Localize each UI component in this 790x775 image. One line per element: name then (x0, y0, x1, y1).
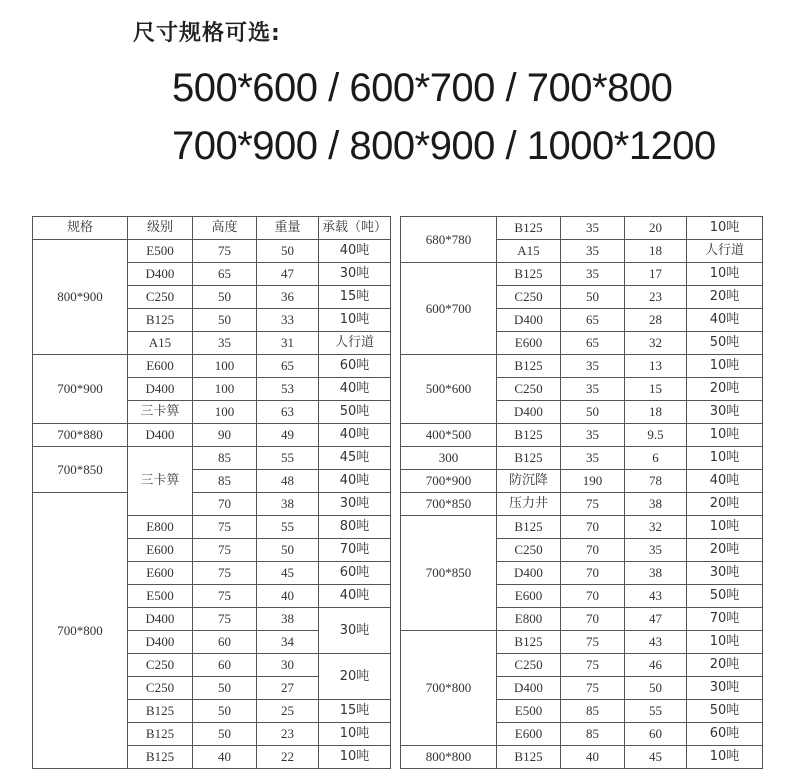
load-cell: 60吨 (687, 723, 763, 746)
grade-cell: E500 (128, 585, 193, 608)
height-cell: 100 (193, 401, 257, 424)
grade-cell: E500 (497, 700, 561, 723)
load-cell: 50吨 (687, 700, 763, 723)
grade-cell: B125 (128, 746, 193, 769)
load-cell: 人行道 (687, 240, 763, 263)
grade-cell: E600 (128, 539, 193, 562)
load-cell: 40吨 (319, 378, 391, 401)
grade-cell: B125 (497, 263, 561, 286)
table-row (401, 217, 763, 240)
spec-cell: 600*700 (401, 263, 497, 355)
load-cell: 10吨 (687, 217, 763, 240)
height-cell: 50 (193, 723, 257, 746)
weight-cell: 50 (625, 677, 687, 700)
weight-cell: 38 (625, 493, 687, 516)
height-cell: 35 (193, 332, 257, 355)
weight-cell: 60 (625, 723, 687, 746)
weight-cell: 63 (257, 401, 319, 424)
load-cell: 40吨 (319, 424, 391, 447)
weight-cell: 65 (257, 355, 319, 378)
header-load: 承载（吨） (319, 217, 391, 240)
table-row (33, 355, 391, 378)
weight-cell: 43 (625, 631, 687, 654)
weight-cell: 20 (625, 217, 687, 240)
grade-cell: 压力井 (497, 493, 561, 516)
weight-cell: 78 (625, 470, 687, 493)
grade-cell: E500 (128, 240, 193, 263)
weight-cell: 28 (625, 309, 687, 332)
load-cell: 60吨 (319, 562, 391, 585)
weight-cell: 47 (625, 608, 687, 631)
height-cell: 70 (561, 585, 625, 608)
grade-cell: B125 (497, 447, 561, 470)
weight-cell: 18 (625, 240, 687, 263)
load-cell: 40吨 (319, 240, 391, 263)
weight-cell: 32 (625, 332, 687, 355)
load-cell: 20吨 (687, 654, 763, 677)
load-cell: 10吨 (687, 355, 763, 378)
table-row (33, 424, 391, 447)
grade-cell: D400 (497, 309, 561, 332)
load-cell: 30吨 (319, 263, 391, 286)
height-cell: 35 (561, 240, 625, 263)
load-cell: 15吨 (319, 700, 391, 723)
grade-cell: E600 (497, 332, 561, 355)
height-cell: 75 (561, 631, 625, 654)
height-cell: 75 (193, 240, 257, 263)
spec-cell: 700*850 (401, 493, 497, 516)
weight-cell: 27 (257, 677, 319, 700)
weight-cell: 9.5 (625, 424, 687, 447)
weight-cell: 6 (625, 447, 687, 470)
height-cell: 65 (193, 263, 257, 286)
load-cell: 20吨 (687, 493, 763, 516)
load-cell: 10吨 (319, 309, 391, 332)
load-cell: 30吨 (687, 401, 763, 424)
grade-cell: E800 (128, 516, 193, 539)
height-cell: 85 (561, 723, 625, 746)
weight-cell: 34 (257, 631, 319, 654)
load-cell: 10吨 (319, 723, 391, 746)
spec-cell: 400*500 (401, 424, 497, 447)
height-cell: 85 (193, 470, 257, 493)
height-cell: 85 (193, 447, 257, 470)
height-cell: 60 (193, 654, 257, 677)
grade-cell: B125 (128, 700, 193, 723)
spec-cell: 700*850 (401, 516, 497, 631)
load-cell: 50吨 (687, 585, 763, 608)
grade-cell: D400 (128, 424, 193, 447)
table-row (401, 631, 763, 654)
spec-cell: 700*800 (401, 631, 497, 746)
height-cell: 35 (561, 447, 625, 470)
height-cell: 35 (561, 378, 625, 401)
load-cell: 10吨 (687, 746, 763, 769)
height-cell: 70 (561, 562, 625, 585)
weight-cell: 32 (625, 516, 687, 539)
table-row (401, 493, 763, 516)
spec-cell: 700*900 (401, 470, 497, 493)
height-cell: 190 (561, 470, 625, 493)
load-cell: 10吨 (687, 516, 763, 539)
grade-cell: A15 (497, 240, 561, 263)
weight-cell: 23 (625, 286, 687, 309)
grade-cell: 三卡箅 (128, 447, 193, 516)
load-cell: 20吨 (687, 286, 763, 309)
load-cell: 40吨 (319, 585, 391, 608)
weight-cell: 18 (625, 401, 687, 424)
grade-cell: D400 (128, 378, 193, 401)
spec-cell: 700*850 (33, 447, 128, 493)
grade-cell: 防沉降 (497, 470, 561, 493)
grade-cell: 三卡箅 (128, 401, 193, 424)
height-cell: 75 (193, 539, 257, 562)
table-row (401, 263, 763, 286)
header-grade: 级别 (128, 217, 193, 240)
weight-cell: 33 (257, 309, 319, 332)
grade-cell: D400 (128, 631, 193, 654)
weight-cell: 49 (257, 424, 319, 447)
spec-cell: 300 (401, 447, 497, 470)
spec-cell: 700*800 (33, 493, 128, 769)
grade-cell: C250 (497, 539, 561, 562)
grade-cell: C250 (497, 286, 561, 309)
load-cell: 10吨 (687, 631, 763, 654)
height-cell: 50 (561, 401, 625, 424)
weight-cell: 45 (257, 562, 319, 585)
load-cell: 50吨 (687, 332, 763, 355)
weight-cell: 23 (257, 723, 319, 746)
size-options-line-1: 500*600 / 600*700 / 700*800 (172, 66, 673, 110)
spec-cell: 700*900 (33, 355, 128, 424)
weight-cell: 55 (257, 447, 319, 470)
grade-cell: D400 (128, 608, 193, 631)
weight-cell: 25 (257, 700, 319, 723)
weight-cell: 38 (257, 493, 319, 516)
header-weight: 重量 (257, 217, 319, 240)
height-cell: 35 (561, 355, 625, 378)
load-cell: 20吨 (319, 654, 391, 700)
spec-table-left (32, 216, 391, 769)
height-cell: 50 (561, 286, 625, 309)
table-row (401, 355, 763, 378)
height-cell: 65 (561, 332, 625, 355)
header-height: 高度 (193, 217, 257, 240)
weight-cell: 15 (625, 378, 687, 401)
grade-cell: C250 (497, 654, 561, 677)
weight-cell: 50 (257, 240, 319, 263)
load-cell: 60吨 (319, 355, 391, 378)
grade-cell: B125 (497, 516, 561, 539)
load-cell: 30吨 (319, 608, 391, 654)
spec-cell: 680*780 (401, 217, 497, 263)
height-cell: 70 (561, 608, 625, 631)
weight-cell: 48 (257, 470, 319, 493)
load-cell: 45吨 (319, 447, 391, 470)
grade-cell: B125 (497, 424, 561, 447)
load-cell: 20吨 (687, 378, 763, 401)
weight-cell: 43 (625, 585, 687, 608)
load-cell: 10吨 (687, 424, 763, 447)
grade-cell: B125 (497, 631, 561, 654)
weight-cell: 50 (257, 539, 319, 562)
height-cell: 65 (561, 309, 625, 332)
weight-cell: 30 (257, 654, 319, 677)
height-cell: 70 (561, 539, 625, 562)
height-cell: 85 (561, 700, 625, 723)
height-cell: 50 (193, 286, 257, 309)
weight-cell: 31 (257, 332, 319, 355)
height-cell: 40 (193, 746, 257, 769)
height-cell: 100 (193, 355, 257, 378)
table-row (401, 516, 763, 539)
grade-cell: B125 (128, 309, 193, 332)
grade-cell: C250 (128, 654, 193, 677)
spec-cell: 800*800 (401, 746, 497, 769)
load-cell: 30吨 (687, 677, 763, 700)
load-cell: 10吨 (687, 263, 763, 286)
height-cell: 50 (193, 677, 257, 700)
grade-cell: D400 (497, 401, 561, 424)
height-cell: 75 (193, 608, 257, 631)
grade-cell: B125 (497, 217, 561, 240)
height-cell: 75 (561, 677, 625, 700)
weight-cell: 46 (625, 654, 687, 677)
height-cell: 60 (193, 631, 257, 654)
load-cell: 40吨 (687, 470, 763, 493)
height-cell: 35 (561, 424, 625, 447)
load-cell: 40吨 (687, 309, 763, 332)
load-cell: 20吨 (687, 539, 763, 562)
grade-cell: E600 (497, 585, 561, 608)
height-cell: 100 (193, 378, 257, 401)
weight-cell: 40 (257, 585, 319, 608)
height-cell: 75 (193, 562, 257, 585)
table-row (33, 493, 391, 516)
table-row (401, 470, 763, 493)
load-cell: 30吨 (319, 493, 391, 516)
weight-cell: 55 (625, 700, 687, 723)
load-cell: 15吨 (319, 286, 391, 309)
table-row (401, 746, 763, 769)
height-cell: 90 (193, 424, 257, 447)
weight-cell: 53 (257, 378, 319, 401)
grade-cell: D400 (497, 677, 561, 700)
load-cell: 80吨 (319, 516, 391, 539)
weight-cell: 22 (257, 746, 319, 769)
grade-cell: E600 (497, 723, 561, 746)
load-cell: 10吨 (319, 746, 391, 769)
grade-cell: E600 (128, 355, 193, 378)
grade-cell: C250 (128, 286, 193, 309)
height-cell: 75 (561, 493, 625, 516)
table-row (401, 424, 763, 447)
load-cell: 人行道 (319, 332, 391, 355)
height-cell: 75 (193, 516, 257, 539)
table-row (401, 447, 763, 470)
grade-cell: D400 (128, 263, 193, 286)
height-cell: 70 (561, 516, 625, 539)
load-cell: 40吨 (319, 470, 391, 493)
load-cell: 10吨 (687, 447, 763, 470)
weight-cell: 35 (625, 539, 687, 562)
height-cell: 75 (561, 654, 625, 677)
table-row (33, 240, 391, 263)
grade-cell: A15 (128, 332, 193, 355)
load-cell: 70吨 (687, 608, 763, 631)
table-row (33, 447, 391, 470)
grade-cell: B125 (497, 355, 561, 378)
weight-cell: 38 (625, 562, 687, 585)
spec-cell: 800*900 (33, 240, 128, 355)
grade-cell: B125 (128, 723, 193, 746)
grade-cell: E800 (497, 608, 561, 631)
weight-cell: 47 (257, 263, 319, 286)
grade-cell: D400 (497, 562, 561, 585)
weight-cell: 45 (625, 746, 687, 769)
height-cell: 70 (193, 493, 257, 516)
load-cell: 70吨 (319, 539, 391, 562)
load-cell: 30吨 (687, 562, 763, 585)
height-cell: 50 (193, 309, 257, 332)
spec-cell: 500*600 (401, 355, 497, 424)
header-spec: 规格 (33, 217, 128, 240)
weight-cell: 38 (257, 608, 319, 631)
height-cell: 50 (193, 700, 257, 723)
grade-cell: E600 (128, 562, 193, 585)
spec-cell: 700*880 (33, 424, 128, 447)
grade-cell: C250 (497, 378, 561, 401)
weight-cell: 36 (257, 286, 319, 309)
load-cell: 50吨 (319, 401, 391, 424)
size-options-line-2: 700*900 / 800*900 / 1000*1200 (172, 124, 716, 168)
table-header-row (33, 217, 391, 240)
height-cell: 35 (561, 217, 625, 240)
height-cell: 40 (561, 746, 625, 769)
grade-cell: C250 (128, 677, 193, 700)
weight-cell: 13 (625, 355, 687, 378)
height-cell: 35 (561, 263, 625, 286)
weight-cell: 17 (625, 263, 687, 286)
weight-cell: 55 (257, 516, 319, 539)
height-cell: 75 (193, 585, 257, 608)
page-title: 尺寸规格可选: (133, 21, 281, 46)
grade-cell: B125 (497, 746, 561, 769)
spec-table-right (400, 216, 763, 769)
